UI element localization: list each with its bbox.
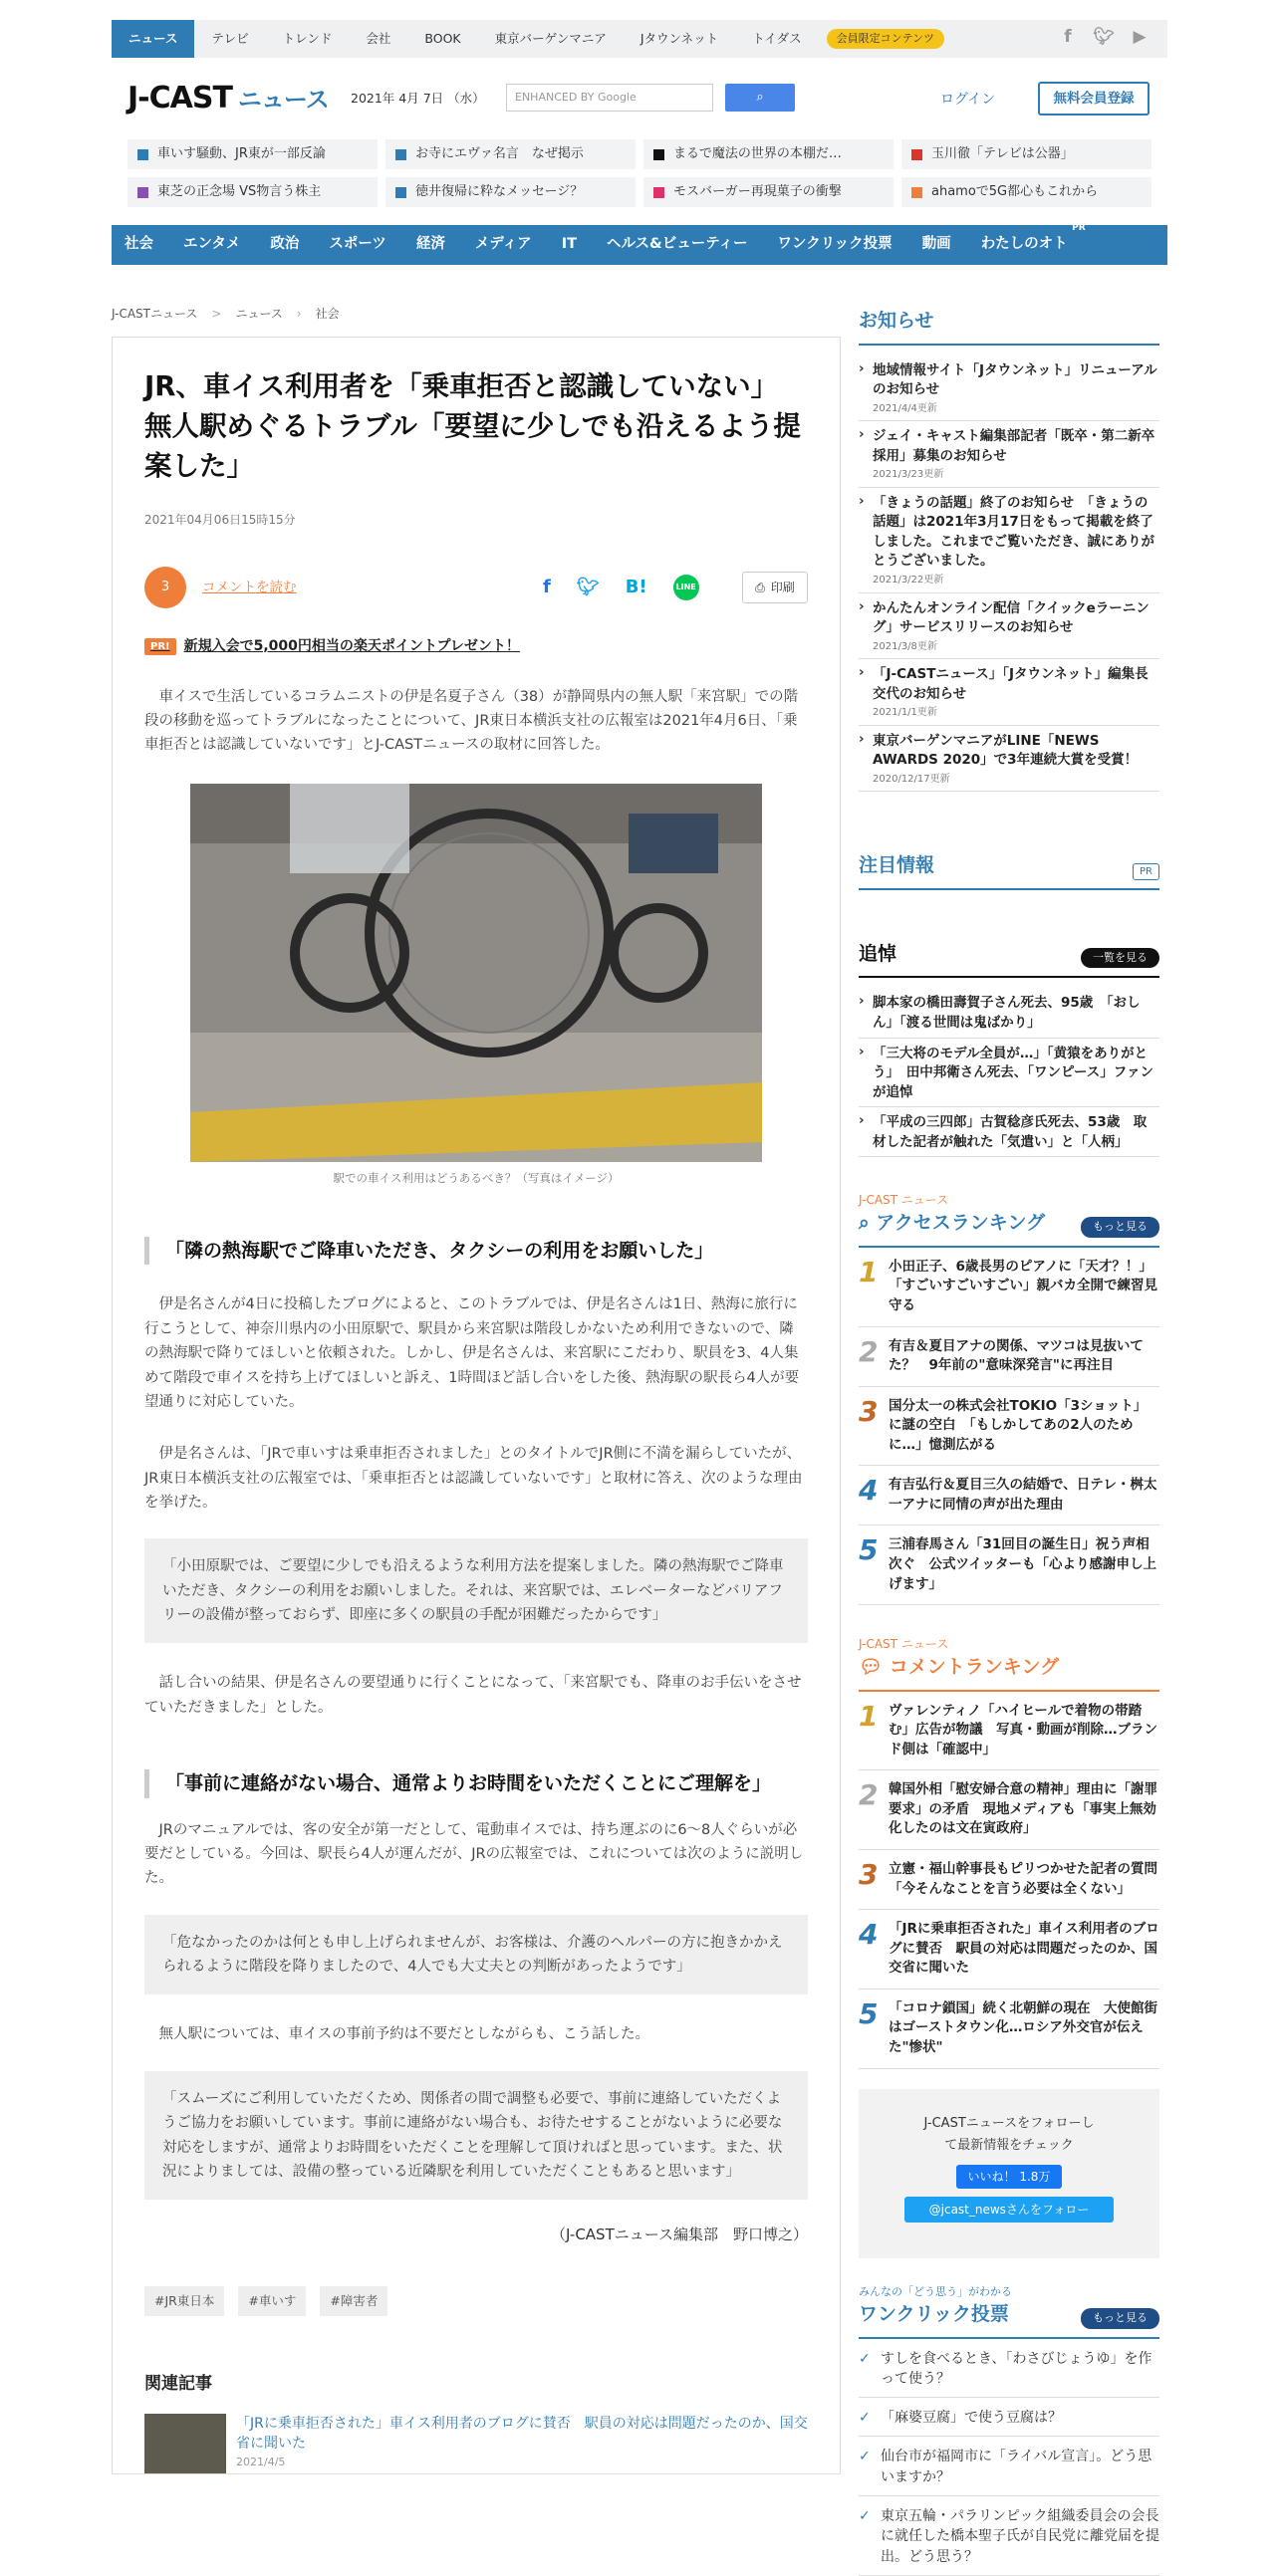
paragraph: 伊是名さんは、「JRで車いすは乗車拒否されました」とのタイトルでJR側に不満を漏らしていたが、JR東日本横浜支社の広報室では、「乗車拒否とは認識していないです」と取材に答え、次のような理由を挙げた。 bbox=[144, 1446, 803, 1511]
topic-text: 玉川徹「テレビは公器」 bbox=[931, 146, 1074, 162]
tab-bargain[interactable]: 東京バーゲンマニア bbox=[494, 30, 607, 46]
attention-heading: 注目情報 PR bbox=[859, 851, 1159, 890]
notice-item[interactable] bbox=[859, 488, 1159, 593]
topic-link[interactable] bbox=[128, 139, 378, 169]
tab-news[interactable]: ニュース bbox=[112, 20, 194, 58]
ranking-text[interactable]: 「コロナ鎖国」続く北朝鮮の現在 大使館街はゴーストタウン化…ロシア外交官が伝えた"惨状" bbox=[889, 1999, 1157, 2055]
related-thumbnail bbox=[144, 2414, 226, 2473]
print-button[interactable]: ⎙ 印刷 bbox=[742, 572, 808, 603]
topic-link[interactable] bbox=[385, 177, 636, 207]
comment-ranking-heading: 💬︎ コメントランキング bbox=[859, 1653, 1159, 1692]
promo-link[interactable]: PR! 新規入会で5,000円相当の楽天ポイントプレゼント！ bbox=[144, 636, 808, 657]
related-date: 2021/4/5 bbox=[236, 2455, 286, 2468]
topic-text: お寺にエヴァ名言 なぜ掲示 bbox=[415, 146, 584, 162]
comment-count-badge[interactable]: 3 bbox=[144, 567, 186, 608]
tab-jtown[interactable]: Jタウンネット bbox=[640, 30, 719, 46]
topic-link[interactable] bbox=[643, 139, 894, 169]
menu-item[interactable]: わたしのオト PR bbox=[980, 223, 1086, 253]
ranking-text[interactable]: ヴァレンティノ「ハイヒールで着物の帯踏む」広告が物議 写真・動画が削除…ブランド側は「確認中」 bbox=[889, 1702, 1157, 1757]
topic-marker-icon bbox=[911, 187, 922, 198]
breadcrumb-home[interactable]: J-CASTニュース bbox=[112, 307, 198, 321]
tab-book[interactable]: BOOK bbox=[424, 30, 461, 46]
access-ranking-heading: ⌕ アクセスランキング もっと見る bbox=[859, 1209, 1159, 1248]
menu-item[interactable]: エンタメ bbox=[183, 236, 241, 253]
vote-item[interactable]: ✓ 仙台市が福岡市に「ライバル宣言」。どう思いますか？ bbox=[859, 2437, 1159, 2496]
ranking-item[interactable] bbox=[859, 1327, 1159, 1387]
rank-number: 2 bbox=[859, 1778, 879, 1812]
read-comments-link[interactable]: コメントを読む bbox=[202, 579, 297, 595]
paragraph: 話し合いの結果、伊是名さんの要望通りに行くことになって、「来宮駅でも、降車のお手伝いをさせていただきました」とした。 bbox=[144, 1675, 802, 1716]
ranking-item[interactable] bbox=[859, 1387, 1159, 1467]
vote-heading: ワンクリック投票 もっと見る bbox=[859, 2300, 1159, 2339]
line-share-icon[interactable]: LINE bbox=[673, 575, 699, 600]
notice-text[interactable]: かんたんオンライン配信「クイックeラーニング」サービスリリースのお知らせ bbox=[873, 599, 1150, 636]
facebook-icon[interactable]: f bbox=[1064, 27, 1072, 48]
ranking-text[interactable]: 有吉＆夏目アナの関係、マツコは見抜いてた？ 9年前の"意味深発言"に再注目 bbox=[889, 1337, 1144, 1374]
tag-list bbox=[144, 2286, 808, 2317]
rank-number: 3 bbox=[859, 1858, 879, 1891]
ranking-text[interactable]: 「JRに乗車拒否された」車イス利用者のブログに賛否 駅員の対応は問題だったのか、国交省に聞いた bbox=[889, 1921, 1159, 1977]
notice-text[interactable]: 「きょうの話題」終了のお知らせ 「きょうの話題」は2021年3月17日をもって掲載を終了しました。これまでご覧いただき、誠にありがとうございました。 bbox=[873, 494, 1154, 570]
section-heading: 「隣の熱海駅でご降車いただき、タクシーの利用をお願いした」 bbox=[144, 1237, 808, 1266]
breadcrumb: J-CASTニュース > ニュース › 社会 bbox=[112, 307, 340, 321]
topic-marker-icon bbox=[137, 149, 148, 160]
tag[interactable]: #車いす bbox=[238, 2286, 306, 2317]
topic-link[interactable] bbox=[643, 177, 894, 207]
topic-marker-icon bbox=[911, 149, 922, 160]
rank-number: 3 bbox=[859, 1394, 879, 1428]
paragraph: JRのマニュアルでは、客の安全が第一だとして、電動車イスでは、持ち運ぶのに6～8人ぐらいが必要だとしている。今回は、駅長ら4人が運んだが、JRの広報室では、これについては次のように説明した。 bbox=[144, 1821, 804, 1887]
rank-number: 4 bbox=[859, 1918, 879, 1952]
topic-link[interactable] bbox=[385, 139, 636, 169]
rank-number: 5 bbox=[859, 1996, 879, 2030]
access-more-button[interactable]: もっと見る bbox=[1081, 1217, 1159, 1238]
menu-item[interactable]: スポーツ bbox=[329, 236, 386, 253]
topic-marker-icon bbox=[653, 149, 664, 160]
topic-marker-icon bbox=[653, 187, 664, 198]
search-input[interactable]: ENHANCED BY Google bbox=[506, 84, 713, 112]
login-link[interactable]: ログイン bbox=[940, 92, 996, 108]
tab-company[interactable]: 会社 bbox=[366, 30, 391, 46]
notice-text[interactable]: 東京バーゲンマニアがLINE「NEWS AWARDS 2020」で3年連続大賞を受賞！ bbox=[873, 732, 1139, 769]
menu-item[interactable]: IT bbox=[561, 236, 577, 253]
ranking-text[interactable]: 立憲・福山幹事長もピリつかせた記者の質問 「今そんなことを言う必要は全くない」 bbox=[889, 1861, 1171, 1897]
topic-link[interactable] bbox=[901, 139, 1151, 169]
notice-date: 2021/3/8更新 bbox=[873, 640, 937, 652]
menu-item[interactable]: 動画 bbox=[921, 236, 951, 253]
category-menu bbox=[112, 225, 1167, 265]
notice-text[interactable]: 「J-CASTニュース」「Jタウンネット」編集長交代のお知らせ bbox=[873, 666, 1149, 702]
notice-item[interactable] bbox=[859, 593, 1159, 660]
section-label: J-CAST ニュース bbox=[859, 1637, 949, 1652]
obituary-item[interactable]: › 脚本家の橋田壽賀子さん死去、95歳 「おしん」「渡る世間は鬼ばかり」 bbox=[859, 988, 1159, 1038]
vote-label: みんなの「どう思う」がわかる bbox=[859, 2284, 1012, 2298]
top-nav bbox=[112, 20, 1167, 58]
article-date: 2021年04月06日15時15分 bbox=[144, 512, 296, 527]
share-bar bbox=[144, 567, 808, 608]
ranking-text[interactable]: 国分太一の株式会社TOKIO「3ショット」に謎の空白 「もしかしてあの2人のために…」憶測広がる bbox=[889, 1397, 1148, 1453]
related-item[interactable] bbox=[144, 2414, 808, 2473]
topic-marker-icon bbox=[395, 187, 406, 198]
topic-text: 東芝の正念場 VS物言う株主 bbox=[157, 184, 322, 200]
quote-block: 「小田原駅では、ご要望に少しでも沿えるような利用方法を提案しました。隣の熱海駅でご降車いただき、タクシーの利用をお願いしました。それは、来宮駅では、エレベーターなどバリアフリーの設備が整っておらず、即座に多くの駅員の手配が困難だったからです」 bbox=[144, 1538, 808, 1643]
article bbox=[112, 337, 841, 2474]
related-link[interactable]: 「JRに乗車拒否された」車イス利用者のブログに賛否 駅員の対応は問題だったのか、国交省に聞いた bbox=[236, 2415, 808, 2453]
section-heading: 「事前に連絡がない場合、通常よりお時間をいただくことにご理解を」 bbox=[144, 1769, 808, 1798]
topic-text: モスバーガー再現菓子の衝撃 bbox=[673, 184, 842, 200]
ranking-item[interactable] bbox=[859, 1990, 1159, 2069]
menu-item[interactable]: 政治 bbox=[270, 236, 300, 253]
menu-item[interactable]: ヘルス&ビューティー bbox=[606, 236, 748, 253]
search-icon: ⌕ bbox=[756, 90, 764, 106]
signup-button[interactable]: 無料会員登録 bbox=[1038, 82, 1150, 116]
obituary-item[interactable]: › 「平成の三四郎」古賀稔彦氏死去、53歳 取材した記者が触れた「気遣い」と「人柄」 bbox=[859, 1107, 1159, 1157]
paragraph: 伊是名さんが4日に投稿したブログによると、このトラブルでは、伊是名さんは1日、熱海に旅行に行こうとして、神奈川県内の小田原駅で、駅員から来宮駅は階段しかないため利用できないので、隣の熱海駅で降りてほしいと依頼された。しかし、伊是名さんは、来宮駅にこだわり、駅員を3、4人集めて階段で車イスを持ち上げてほしいと訴え、1時間ほど話し合いをした後、熱海駅の駅長ら4人が要望通りに対応していた。 bbox=[144, 1296, 800, 1410]
topic-text: 車いす騒動、JR東が一部反論 bbox=[157, 146, 326, 162]
obituary-item[interactable]: › 「三大将のモデル全員が…」「黄猿をありがとう」 田中邦衛さん死去、「ワンピース」ファンが追悼 bbox=[859, 1039, 1159, 1108]
notice-text[interactable]: ジェイ・キャスト編集部記者「既卒・第二新卒採用」募集のお知らせ bbox=[873, 428, 1155, 464]
topic-links bbox=[128, 139, 1151, 207]
vote-item[interactable]: ✓ 「麻婆豆腐」で使う豆腐は？ bbox=[859, 2398, 1159, 2437]
photo-caption: 駅での車イス利用はどうあるべき？（写真はイメージ） bbox=[333, 1170, 620, 1185]
printer-icon: ⎙ bbox=[755, 580, 765, 594]
menu-item[interactable]: メディア bbox=[474, 236, 532, 253]
topic-link[interactable] bbox=[128, 177, 378, 207]
topic-text: まるで魔法の世界の本棚だ… bbox=[673, 146, 842, 162]
sidebar bbox=[859, 307, 1171, 2576]
site-logo[interactable]: J-CAST ニュース bbox=[128, 81, 329, 116]
notice-item[interactable] bbox=[859, 355, 1159, 422]
notice-date: 2021/3/23更新 bbox=[873, 469, 944, 481]
search-icon: ⌕ bbox=[859, 1212, 877, 1235]
tab-trend[interactable]: トレンド bbox=[282, 30, 333, 46]
obituary-heading: 追悼 一覧を見る bbox=[859, 940, 1159, 979]
current-date: 2021年 4月 7日 （水） bbox=[351, 91, 485, 106]
notice-heading: お知らせ bbox=[859, 307, 1159, 346]
follow-text: J-CASTニュースをフォローして最新情報をチェック bbox=[923, 2115, 1095, 2153]
hatena-bookmark-icon[interactable]: B! bbox=[625, 577, 647, 598]
pr-badge: PR bbox=[1133, 863, 1159, 880]
ranking-text[interactable]: 三浦春馬さん「31回目の誕生日」祝う声相次ぐ 公式ツイッターも「心より感謝申し上げます」 bbox=[889, 1536, 1157, 1592]
facebook-like-button[interactable]: いいね！ 1.8万 bbox=[956, 2165, 1063, 2189]
ranking-item[interactable] bbox=[859, 1770, 1159, 1850]
quote-block: 「スムーズにご利用していただくため、関係者の間で調整も必要で、事前に連絡していただくようご協力をお願いしています。事前に連絡がない場合も、お待たせすることがないように必要な対応をしますが、通常よりお時間をいただくことを理解して頂ければと思っています。また、状況によりましては、設備の整っている近隣駅を利用していただくこともあると思います」 bbox=[144, 2071, 808, 2200]
ranking-item[interactable] bbox=[859, 1910, 1159, 1990]
notice-date: 2021/4/4更新 bbox=[873, 402, 937, 414]
vote-item[interactable]: ✓ すしを食べるとき、「わさびじょうゆ」を作って使う？ bbox=[859, 2339, 1159, 2399]
vote-more-button[interactable]: もっと見る bbox=[1081, 2308, 1159, 2329]
ranking-text[interactable]: 有吉弘行＆夏目三久の結婚で、日テレ・桝太一アナに同情の声が出た理由 bbox=[889, 1477, 1157, 1513]
twitter-follow-button[interactable]: @jcast_newsさんをフォロー bbox=[904, 2197, 1114, 2223]
search-button[interactable] bbox=[725, 84, 795, 112]
paragraph: 無人駅については、車イスの事前予約は不要だとしながらも、こう話した。 bbox=[158, 2026, 650, 2043]
speech-bubble-icon: 💬︎ bbox=[859, 1656, 890, 1679]
tab-toidas[interactable]: トイダス bbox=[752, 30, 802, 46]
ranking-item[interactable] bbox=[859, 1466, 1159, 1525]
menu-item[interactable]: ワンクリック投票 bbox=[777, 236, 893, 253]
paragraph: 車イスで生活しているコラムニストの伊是名夏子さん（38）が静岡県内の無人駅「来宮駅」での階段の移動を巡ってトラブルになったことについて、JR東日本横浜支社の広報室は2021年4月6日、「乗車拒否とは認識していないです」とJ-CASTニュースの取材に回答した。 bbox=[144, 688, 799, 754]
follow-box bbox=[859, 2089, 1159, 2258]
notice-date: 2020/12/17更新 bbox=[873, 773, 950, 785]
notice-text[interactable]: 地域情報サイト「Jタウンネット」リニューアルのお知らせ bbox=[873, 361, 1157, 398]
article-title: JR、車イス利用者を「乗車拒否と認識していない」 無人駅めぐるトラブル「要望に少しでも沿えるよう提案した」 bbox=[144, 370, 801, 482]
tag[interactable]: #障害者 bbox=[320, 2286, 387, 2317]
rank-number: 2 bbox=[859, 1334, 879, 1368]
rank-number: 1 bbox=[859, 1699, 879, 1733]
breadcrumb-society[interactable]: 社会 bbox=[315, 307, 340, 321]
obituary-more-button[interactable]: 一覧を見る bbox=[1081, 948, 1159, 969]
wheelchair-photo bbox=[190, 784, 762, 1162]
author-signature: （J-CASTニュース編集部 野口博之） bbox=[551, 2225, 808, 2244]
notice-item[interactable] bbox=[859, 421, 1159, 488]
topic-link[interactable] bbox=[901, 177, 1151, 207]
rank-number: 1 bbox=[859, 1255, 879, 1288]
ranking-item[interactable] bbox=[859, 1850, 1171, 1910]
notice-item[interactable] bbox=[859, 659, 1159, 726]
ranking-text[interactable]: 韓国外相「慰安婦合意の精神」理由に「謝罪要求」の矛盾 現地メディアも「事実上無効化したのは文在寅政府」 bbox=[889, 1781, 1157, 1837]
notice-date: 2021/3/22更新 bbox=[873, 575, 944, 585]
menu-item[interactable]: 経済 bbox=[415, 236, 445, 253]
section-label: J-CAST ニュース bbox=[859, 1193, 949, 1208]
twitter-share-icon[interactable]: 🐦︎ bbox=[576, 577, 600, 598]
ranking-item[interactable] bbox=[859, 1692, 1159, 1771]
quote-block: 「危なかったのかは何とも申し上げられませんが、お客様は、介護のヘルパーの方に抱きかかえられるように階段を降りましたので、4人でも大丈夫との判断があったようです」 bbox=[144, 1915, 808, 1995]
topic-text: 徳井復帰に粋なメッセージ？ bbox=[415, 184, 584, 200]
member-content-badge[interactable]: 会員限定コンテンツ bbox=[827, 29, 944, 50]
menu-item[interactable]: 社会 bbox=[125, 236, 153, 253]
topic-marker-icon bbox=[137, 187, 148, 198]
ranking-text[interactable]: 小田正子、6歳長男のピアノに「天才？！」「すごいすごいすごい」親バカ全開で練習見守る bbox=[889, 1258, 1157, 1313]
topic-text: ahamoで5G都心もこれから bbox=[931, 184, 1099, 200]
notice-date: 2021/1/1更新 bbox=[873, 707, 937, 719]
pr-badge: PR! bbox=[144, 638, 176, 655]
topic-marker-icon bbox=[395, 149, 406, 160]
related-title: 関連記事 bbox=[144, 2374, 212, 2395]
twitter-icon[interactable]: 🐦︎ bbox=[1093, 27, 1115, 48]
facebook-share-icon[interactable]: f bbox=[543, 577, 551, 598]
youtube-icon[interactable]: ▶ bbox=[1133, 27, 1147, 48]
breadcrumb-news[interactable]: ニュース bbox=[235, 307, 283, 321]
vote-item[interactable]: ✓ 東京五輪・パラリンピック組織委員会の会長に就任した橋本聖子氏が自民党に離党届を提出。どう思う？ bbox=[859, 2496, 1159, 2576]
ranking-item[interactable] bbox=[859, 1525, 1159, 1605]
tag[interactable]: #JR東日本 bbox=[144, 2286, 224, 2317]
menu-pr-badge: PR bbox=[1072, 223, 1086, 234]
tab-tv[interactable]: テレビ bbox=[211, 30, 249, 46]
ranking-item[interactable] bbox=[859, 1248, 1159, 1327]
notice-item[interactable] bbox=[859, 726, 1159, 793]
rank-number: 4 bbox=[859, 1474, 879, 1508]
rank-number: 5 bbox=[859, 1533, 879, 1567]
